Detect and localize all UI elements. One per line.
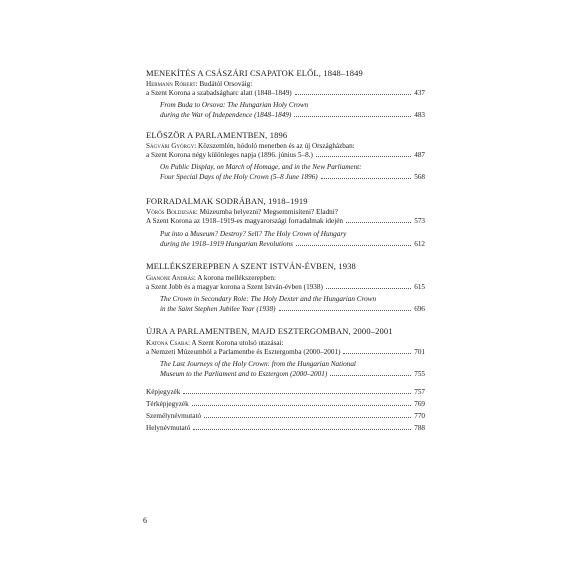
leader-dots: [330, 375, 411, 376]
toc-subentry[interactable]: [160, 357, 425, 378]
entry-page: 615: [414, 283, 425, 291]
section-title: MENEKÍTÉS A CSÁSZÁRI CSAPATOK ELŐL, 1848–1849: [146, 68, 363, 78]
leader-dots: [343, 352, 411, 354]
entry-page: 573: [414, 217, 425, 225]
leader-dots: [294, 116, 411, 117]
index-title: Helynévmutató: [146, 424, 191, 432]
index-page: 757: [414, 388, 425, 396]
leader-dots: [296, 245, 411, 246]
entry-title: A Szent Korona az 1918–1919-es magyarországi forradalmak idején: [146, 217, 343, 225]
subentry-line: Museum to the Parliament and to Esztergom (2000–2001): [160, 370, 328, 378]
entry-page: 487: [414, 151, 425, 159]
index-entry[interactable]: [146, 386, 425, 396]
toc-entry[interactable]: [146, 215, 425, 225]
toc-entry[interactable]: [146, 281, 425, 291]
subentry-page: 612: [414, 240, 425, 248]
index-page: 788: [414, 424, 425, 432]
toc-subentry[interactable]: [160, 160, 425, 181]
subentry-line: Four Special Days of the Holy Crown (5–8 June 1896): [160, 173, 318, 181]
author-name: Vörös Boldizsár: [146, 208, 196, 216]
section-title: ÚJRA A PARLAMENTBEN, MAJD ESZTERGOMBAN, 2000–2001: [146, 326, 393, 336]
author-rest: : Budától Orsováig:: [195, 80, 253, 88]
entry-title: a Szent Korona négy különleges napja (1896. június 5–8.): [146, 151, 313, 159]
section-title: ELŐSZÖR A PARLAMENTBEN, 1896: [146, 130, 288, 140]
author-rest: : Múzeumba helyezni? Megsemmisíteni? Eladni?: [195, 208, 338, 216]
leader-dots: [192, 404, 412, 406]
subentry-page: 755: [414, 370, 425, 378]
author-name: Hermann Róbert: [146, 80, 196, 88]
subentry-line: From Buda to Orsova: The Hungarian Holy Crown: [160, 100, 309, 109]
entry-title: a Nemzeti Múzeumból a Parlamentbe és Esztergomba (2000–2001): [146, 348, 341, 356]
leader-dots: [204, 416, 411, 418]
author-rest: : A Szent Korona utolsó utazásai:: [187, 339, 284, 347]
author-name: Gianone András: [146, 274, 194, 282]
index-title: Képjegyzék: [146, 388, 181, 396]
index-title: Személynévmutató: [146, 412, 202, 420]
entry-page: 437: [414, 89, 425, 97]
author-name: Ságvári György: [146, 142, 195, 150]
subentry-line: during the 1918–1919 Hungarian Revolutions: [160, 240, 293, 248]
subentry-page: 696: [414, 305, 425, 313]
toc-entry[interactable]: [146, 87, 425, 97]
toc-subentry[interactable]: [160, 227, 425, 248]
subentry-line: The Last Journeys of the Holy Crown: from the Hungarian National: [160, 359, 356, 368]
entry-title: a Szent Korona a szabadságharc alatt (1848–1849): [146, 89, 292, 97]
index-entry[interactable]: [146, 398, 425, 408]
index-page: 769: [414, 400, 425, 408]
toc-entry[interactable]: [146, 346, 425, 356]
subentry-line: The Crown in Secondary Role: The Holy Dexter and the Hungarian Crown: [160, 294, 377, 303]
index-entry[interactable]: [146, 422, 425, 432]
author-rest: : A korona mellékszerepben:: [193, 274, 276, 282]
leader-dots: [316, 155, 411, 157]
leader-dots: [346, 221, 411, 223]
entry-page: 701: [414, 348, 425, 356]
subentry-line: during the War of Independence (1848–1849): [160, 111, 292, 119]
index-entry[interactable]: [146, 410, 425, 420]
page-number: 6: [143, 516, 147, 525]
subentry-line: Put into a Museum? Destroy? Sell? The Holy Crown of Hungary: [160, 229, 347, 238]
entry-title: a Szent Jobb és a magyar korona a Szent István-évben (1938): [146, 283, 323, 291]
leader-dots: [183, 392, 411, 394]
subentry-line: in the Saint Stephen Jubilee Year (1938): [160, 305, 276, 313]
index-title: Térképjegyzék: [146, 400, 189, 408]
section-title: FORRADALMAK SODRÁBAN, 1918–1919: [146, 196, 308, 206]
toc-subentry[interactable]: [160, 98, 425, 119]
index-page: 770: [414, 412, 425, 420]
subentry-line: On Public Display, on March of Homage, and in the New Parliament:: [160, 162, 362, 171]
leader-dots: [326, 287, 411, 289]
subentry-page: 483: [414, 111, 425, 119]
section-title: MELLÉKSZEREPBEN A SZENT ISTVÁN-ÉVBEN, 1938: [146, 261, 356, 271]
author-name: Katona Csaba: [146, 339, 188, 347]
toc-entry[interactable]: [146, 149, 425, 159]
author-rest: : Közszemlén, hódoló menetben és az új Országházban:: [194, 142, 355, 150]
toc-subentry[interactable]: [160, 292, 425, 313]
leader-dots: [279, 310, 412, 311]
subentry-page: 568: [414, 173, 425, 181]
leader-dots: [295, 93, 412, 95]
leader-dots: [321, 178, 412, 179]
leader-dots: [193, 428, 411, 430]
